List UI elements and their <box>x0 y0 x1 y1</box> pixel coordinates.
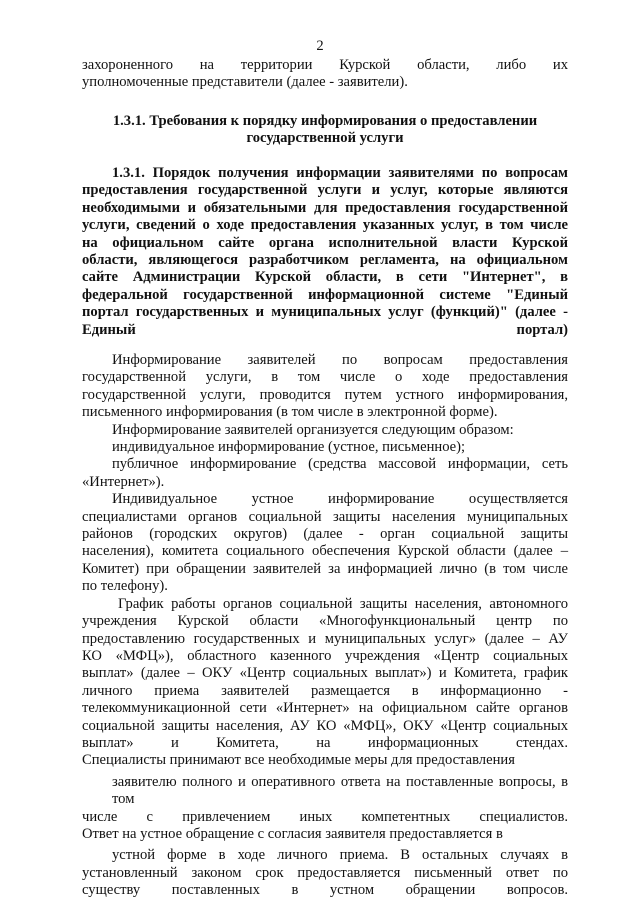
text-line: районов (городских округов) (далее - орган социальной защиты <box>82 526 568 543</box>
text-line: График работы органов социальной защиты населения, автономного <box>118 595 568 612</box>
section-heading <box>82 113 568 148</box>
page-number: 2 <box>316 38 324 54</box>
text-line: государственной услуги, проводится путем устного информирования, <box>82 386 568 403</box>
text-line: «Интернет»). <box>82 473 165 490</box>
text-line: портал государственных и муниципальных услуг (функций)" (далее - <box>82 304 568 321</box>
text-line: на официальном сайте органа исполнительной власти Курской <box>82 234 568 251</box>
text-line: предоставления государственной услуги и услуг, которые являются <box>82 182 568 199</box>
text-line: Ответ на устное обращение с согласия заявителя предоставляется в <box>82 825 503 842</box>
text-line: Индивидуальное устное информирование осуществляется <box>112 491 568 508</box>
text-line: федеральной государственной информационной системе "Единый <box>82 286 568 303</box>
text-line: уполномоченные представители (далее - заявители). <box>82 74 408 91</box>
text-line: социальной защиты населения, АУ КО «МФЦ», ОКУ «Центр социальных <box>82 717 568 734</box>
text-line: выплат» (далее – ОКУ «Центр социальных выплат») и Комитета, график <box>82 665 568 682</box>
text-line: установленный законом срок предоставляется письменный ответ по <box>82 864 568 881</box>
text-line: выплат» и Комитета, на информационных стендах. <box>82 734 568 751</box>
text-line: захороненного на территории Курской области, либо их <box>82 57 568 73</box>
heading-line: 1.3.1. Требования к порядку информирования о предоставлении <box>112 113 538 129</box>
heading-line: государственной услуги <box>246 130 404 147</box>
text-line: Специалисты принимают все необходимые меры для предоставления <box>82 752 515 769</box>
text-line: личного приема заявителей размещается в информационно - <box>82 682 568 699</box>
text-line: заявителю полного и оперативного ответа на поставленные вопросы, в том <box>112 773 568 808</box>
text-line: Информирование заявителей организуется следующим образом: <box>112 421 514 438</box>
text-line: КО «МФЦ»), областного казенного учреждения «Центр социальных <box>82 647 568 664</box>
text-line: по телефону). <box>82 578 168 595</box>
text-line: индивидуальное информирование (устное, письменное); <box>112 439 466 456</box>
text-line: существу поставленных в устном обращении вопросов. <box>82 882 568 899</box>
continuation-paragraph <box>82 57 568 92</box>
text-line: учреждения Курской области «Многофункциональный центр по <box>82 613 568 630</box>
text-line: числе с привлечением иных компетентных специалистов. <box>82 808 568 825</box>
text-line: населения), комитета социального обеспечения Курской области (далее – <box>82 543 568 560</box>
text-line: телекоммуникационной сети «Интернет» на официальном сайте органов <box>82 700 568 717</box>
text-line: необходимыми и обязательными для предоставления государственной <box>82 199 568 216</box>
text-line: сайте Администрации Курской области, в сети "Интернет", в <box>82 269 568 286</box>
text-line: Информирование заявителей по вопросам предоставления <box>112 352 568 368</box>
subsection-title <box>82 165 568 339</box>
text-line: услуги, сведений о ходе предоставления указанных услуг, в том числе <box>82 217 568 234</box>
text-line: государственной услуги, в том числе о ходе предоставления <box>82 369 568 386</box>
text-line: публичное информирование (средства массовой информации, сеть <box>112 456 568 473</box>
text-line: письменного информирования (в том числе в электронной форме). <box>82 404 498 421</box>
text-line: устной форме в ходе личного приема. В остальных случаях в <box>112 847 568 864</box>
text-line: 1.3.1. Порядок получения информации заявителями по вопросам <box>112 165 568 181</box>
text-line: Единый портал) <box>82 321 568 338</box>
text-line: области, являющегося разработчиком регламента, на официальном <box>82 252 568 269</box>
text-line: Комитет) при обращении заявителей за информацией лично (в том числе <box>82 560 568 577</box>
body-text <box>82 352 568 900</box>
text-line: специалистами органов социальной защиты населения муниципальных <box>82 508 568 525</box>
text-line: предоставлению государственных и муниципальных услуг» (далее – АУ <box>82 630 568 647</box>
